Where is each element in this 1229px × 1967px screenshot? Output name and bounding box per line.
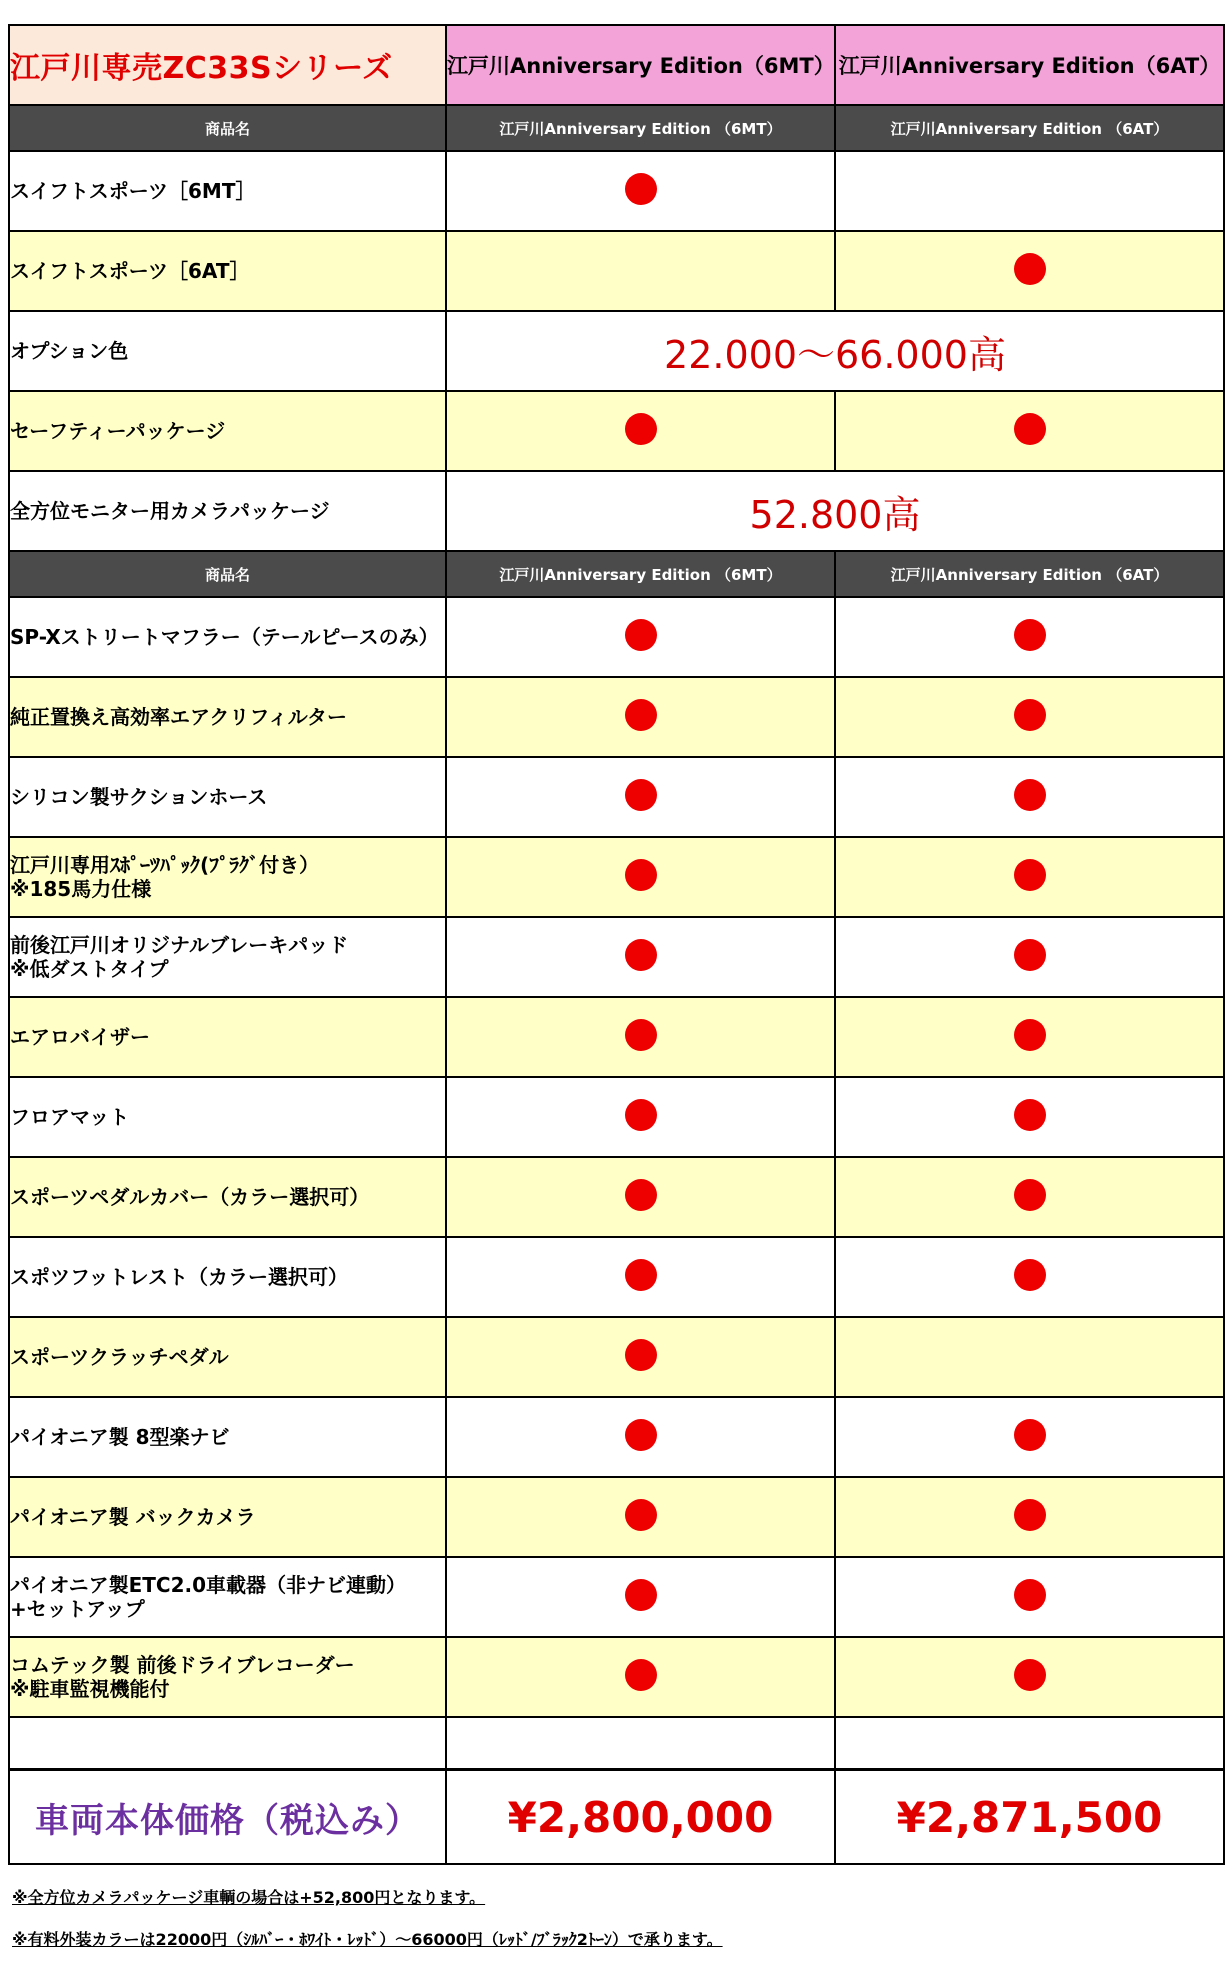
included-at-cell	[835, 1637, 1224, 1717]
included-mt-cell	[446, 1397, 835, 1477]
included-dot-icon	[625, 1339, 657, 1371]
column-header-mt: 江戸川Anniversary Edition （6MT）	[446, 551, 835, 597]
item-label: 全方位モニター用カメラパッケージ	[9, 471, 446, 551]
included-at-cell	[835, 1237, 1224, 1317]
edition-mt-header: 江戸川Anniversary Edition（6MT）	[446, 25, 835, 105]
total-price-mt: ¥2,800,000	[446, 1770, 835, 1865]
table-row	[9, 677, 1224, 757]
table-row	[9, 1637, 1224, 1717]
item-label: SP-Xストリートマフラー（テールピースのみ）	[9, 597, 446, 677]
item-label: 純正置換え高効率エアクリフィルター	[9, 677, 446, 757]
table-row	[9, 1477, 1224, 1557]
included-mt-cell	[446, 917, 835, 997]
included-dot-icon	[1014, 939, 1046, 971]
included-dot-icon	[1014, 1099, 1046, 1131]
series-title: 江戸川専売ZC33Sシリーズ	[9, 25, 446, 105]
included-dot-icon	[1014, 1259, 1046, 1291]
included-dot-icon	[1014, 1179, 1046, 1211]
item-label: パイオニア製ETC2.0車載器（非ナビ連動） +セットアップ	[9, 1557, 446, 1637]
included-mt-cell	[446, 597, 835, 677]
included-dot-icon	[1014, 619, 1046, 651]
column-header-at: 江戸川Anniversary Edition （6AT）	[835, 551, 1224, 597]
included-mt-cell	[446, 1237, 835, 1317]
included-at-cell	[835, 757, 1224, 837]
included-dot-icon	[625, 1499, 657, 1531]
included-dot-icon	[1014, 413, 1046, 445]
included-mt-cell	[446, 757, 835, 837]
included-dot-icon	[625, 1259, 657, 1291]
edition-at-header: 江戸川Anniversary Edition（6AT）	[835, 25, 1224, 105]
item-label: スポツフットレスト（カラー選択可）	[9, 1237, 446, 1317]
included-dot-icon	[1014, 1019, 1046, 1051]
included-dot-icon	[625, 1179, 657, 1211]
included-dot-icon	[625, 1099, 657, 1131]
included-dot-icon	[1014, 1499, 1046, 1531]
column-header-name: 商品名	[9, 551, 446, 597]
item-label: パイオニア製 8型楽ナビ	[9, 1397, 446, 1477]
included-dot-icon	[625, 619, 657, 651]
column-header-row	[9, 105, 1224, 151]
table-row	[9, 311, 1224, 391]
included-dot-icon	[1014, 779, 1046, 811]
included-mt-cell	[446, 837, 835, 917]
included-dot-icon	[1014, 1419, 1046, 1451]
included-dot-icon	[625, 1019, 657, 1051]
total-price-row	[9, 1770, 1224, 1865]
included-mt-cell	[446, 151, 835, 231]
included-mt-cell	[446, 997, 835, 1077]
included-dot-icon	[1014, 859, 1046, 891]
included-dot-icon	[625, 699, 657, 731]
table-row	[9, 1317, 1224, 1397]
empty-row	[9, 1717, 1224, 1770]
included-dot-icon	[625, 859, 657, 891]
item-label: スイフトスポーツ［6AT］	[9, 231, 446, 311]
included-at-cell	[835, 997, 1224, 1077]
table-row	[9, 231, 1224, 311]
included-dot-icon	[1014, 253, 1046, 285]
included-dot-icon	[625, 413, 657, 445]
included-mt-cell	[446, 1157, 835, 1237]
column-header-at: 江戸川Anniversary Edition （6AT）	[835, 105, 1224, 151]
included-dot-icon	[1014, 699, 1046, 731]
included-mt-cell	[446, 1477, 835, 1557]
column-header-name: 商品名	[9, 105, 446, 151]
included-mt-cell	[446, 677, 835, 757]
table-row	[9, 597, 1224, 677]
table-row	[9, 1397, 1224, 1477]
included-dot-icon	[1014, 1659, 1046, 1691]
table-row	[9, 471, 1224, 551]
table-row	[9, 1557, 1224, 1637]
included-dot-icon	[625, 1659, 657, 1691]
column-header-row-2	[9, 551, 1224, 597]
included-dot-icon	[625, 1419, 657, 1451]
included-dot-icon	[625, 939, 657, 971]
price-sheet	[8, 24, 1223, 1865]
title-row	[9, 25, 1224, 105]
included-mt-cell	[446, 1317, 835, 1397]
item-label: スポーツペダルカバー（カラー選択可）	[9, 1157, 446, 1237]
table-row	[9, 997, 1224, 1077]
table-row	[9, 391, 1224, 471]
included-at-cell	[835, 391, 1224, 471]
table-row	[9, 1077, 1224, 1157]
table-row	[9, 837, 1224, 917]
included-at-cell	[835, 1477, 1224, 1557]
item-label: 前後江戸川オリジナルブレーキパッド ※低ダストタイプ	[9, 917, 446, 997]
included-at-cell	[835, 1317, 1224, 1397]
item-label: スポーツクラッチペダル	[9, 1317, 446, 1397]
included-dot-icon	[1014, 1579, 1046, 1611]
included-mt-cell	[446, 1077, 835, 1157]
column-header-mt: 江戸川Anniversary Edition （6MT）	[446, 105, 835, 151]
option-price: 22.000～66.000高	[446, 311, 1224, 391]
footnote-paint-color: ※有料外装カラーは22000円（ｼﾙﾊﾞｰ・ﾎﾜｲﾄ・ﾚｯﾄﾞ）～66000円（ﾚｯﾄﾞ/ﾌﾞﾗｯｸ2ﾄｰﾝ）で承ります。	[12, 1930, 723, 1949]
included-mt-cell	[446, 1557, 835, 1637]
included-at-cell	[835, 917, 1224, 997]
included-at-cell	[835, 677, 1224, 757]
spec-table	[8, 24, 1225, 1865]
item-label: スイフトスポーツ［6MT］	[9, 151, 446, 231]
included-at-cell	[835, 151, 1224, 231]
table-row	[9, 757, 1224, 837]
included-at-cell	[835, 231, 1224, 311]
included-at-cell	[835, 837, 1224, 917]
included-at-cell	[835, 1557, 1224, 1637]
table-row	[9, 917, 1224, 997]
included-mt-cell	[446, 231, 835, 311]
footnote-camera-package: ※全方位カメラパッケージ車輌の場合は+52,800円となります。	[12, 1888, 486, 1907]
included-dot-icon	[625, 173, 657, 205]
included-at-cell	[835, 1397, 1224, 1477]
included-at-cell	[835, 597, 1224, 677]
item-label: エアロバイザー	[9, 997, 446, 1077]
option-price: 52.800高	[446, 471, 1224, 551]
included-dot-icon	[625, 1579, 657, 1611]
table-row	[9, 151, 1224, 231]
item-label: コムテック製 前後ドライブレコーダー ※駐車監視機能付	[9, 1637, 446, 1717]
item-label: オプション色	[9, 311, 446, 391]
item-label: パイオニア製 バックカメラ	[9, 1477, 446, 1557]
included-at-cell	[835, 1077, 1224, 1157]
included-mt-cell	[446, 1637, 835, 1717]
included-at-cell	[835, 1157, 1224, 1237]
item-label: 江戸川専用ｽﾎﾟｰﾂﾊﾟｯｸ(ﾌﾟﾗｸﾞ付き） ※185馬力仕様	[9, 837, 446, 917]
total-price-at: ¥2,871,500	[835, 1770, 1224, 1865]
total-price-label: 車両本体価格（税込み）	[9, 1770, 446, 1865]
included-dot-icon	[625, 779, 657, 811]
item-label: シリコン製サクションホース	[9, 757, 446, 837]
item-label: フロアマット	[9, 1077, 446, 1157]
table-row	[9, 1157, 1224, 1237]
table-row	[9, 1237, 1224, 1317]
included-mt-cell	[446, 391, 835, 471]
item-label: セーフティーパッケージ	[9, 391, 446, 471]
